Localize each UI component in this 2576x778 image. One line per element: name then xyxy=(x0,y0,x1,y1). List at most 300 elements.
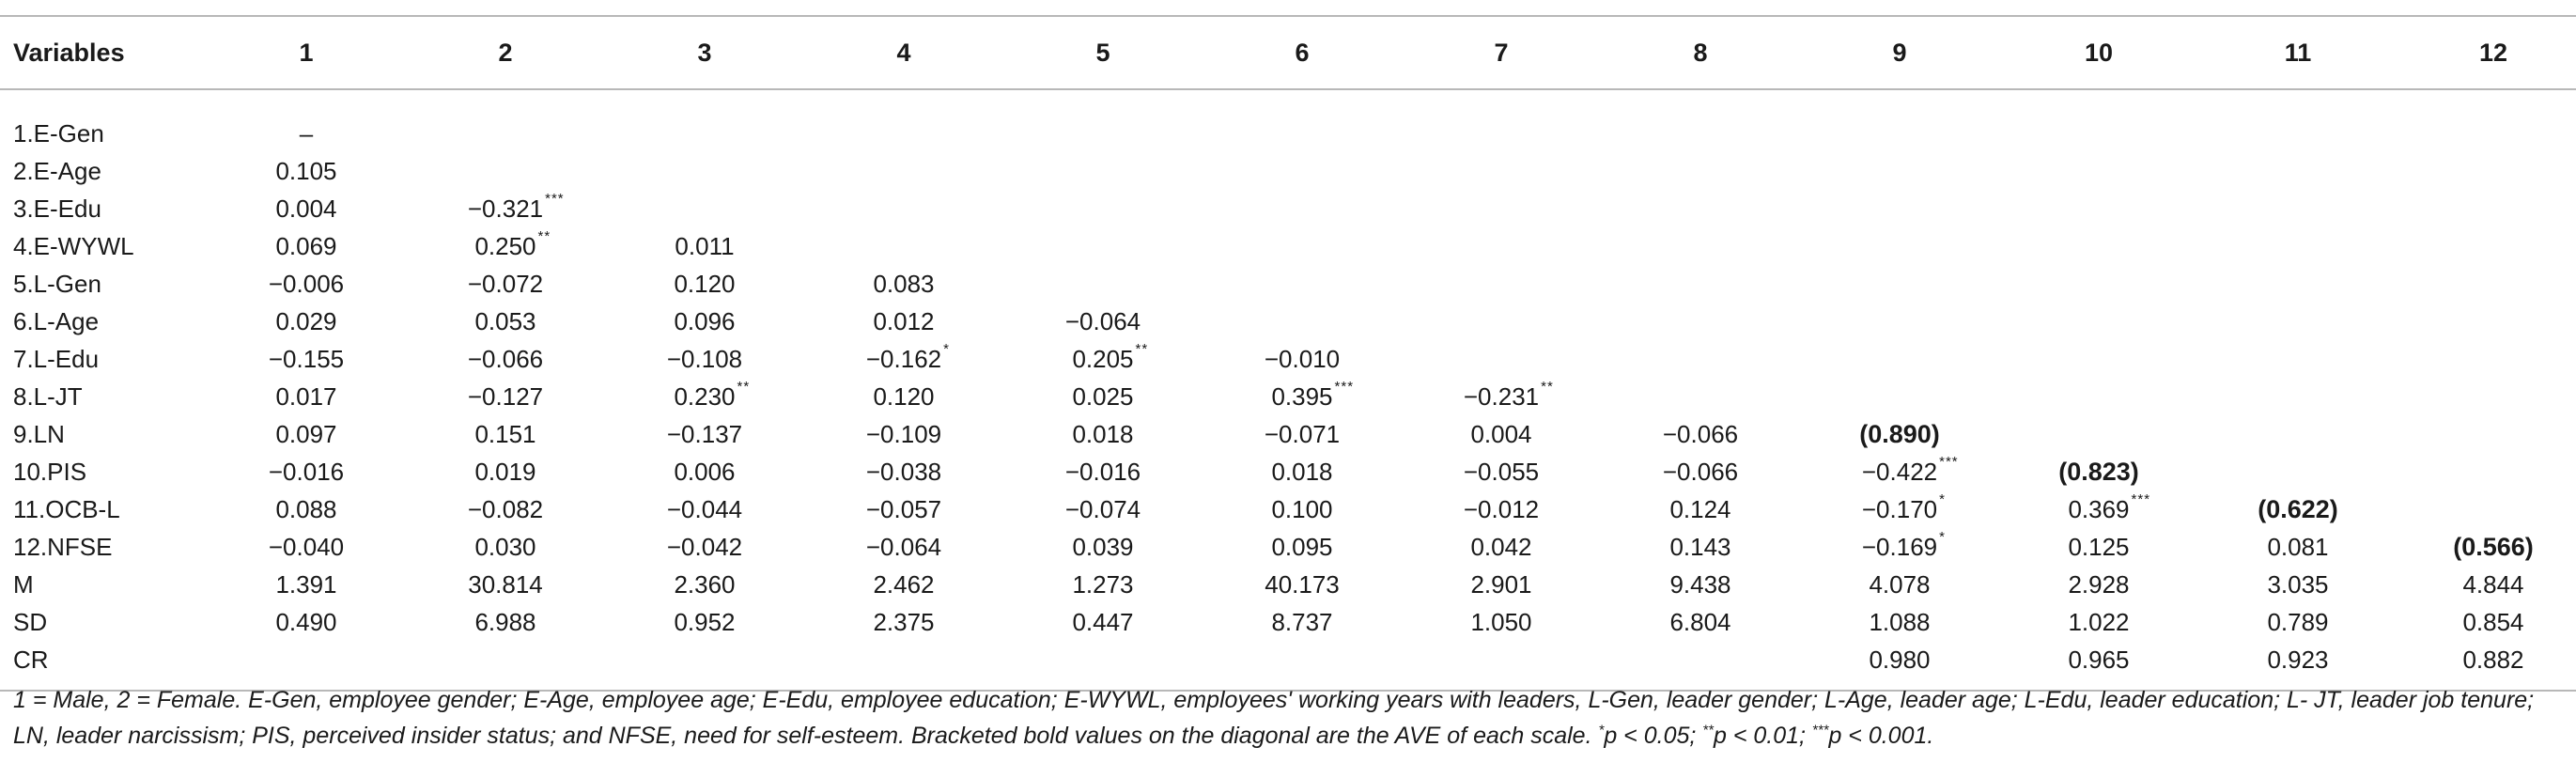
row-variable-name: 8.L-JT xyxy=(13,381,83,411)
row-variable-name: M xyxy=(13,569,34,599)
table-cell xyxy=(197,152,415,190)
table-cell xyxy=(2407,528,2576,566)
table-cell xyxy=(1610,265,1791,303)
table-cell xyxy=(1212,303,1392,340)
cell-number: −0.057 xyxy=(865,494,942,523)
cell-value xyxy=(275,232,336,261)
table-cell xyxy=(2009,378,2189,415)
table-cell xyxy=(2407,89,2576,152)
cell-value xyxy=(269,458,344,487)
table-row xyxy=(0,303,2576,340)
table-cell xyxy=(814,453,994,490)
cell-value xyxy=(674,307,735,336)
table-cell xyxy=(197,490,415,528)
table-cell xyxy=(1610,490,1791,528)
cell-value xyxy=(1065,458,1141,487)
table-cell xyxy=(1610,303,1791,340)
table-cell xyxy=(2189,89,2407,152)
cell-number: 0.490 xyxy=(275,607,337,636)
header-col-11: 11 xyxy=(2284,38,2312,67)
cell-number: 0.105 xyxy=(275,156,337,185)
cell-value xyxy=(1861,453,1959,487)
cell-number: 0.018 xyxy=(1072,419,1134,448)
cell-value xyxy=(474,608,535,637)
ave-value xyxy=(1859,420,1940,449)
table-cell xyxy=(2407,453,2576,490)
table-cell xyxy=(2407,340,2576,378)
cell-number: 1.022 xyxy=(2068,607,2130,636)
table-cell xyxy=(1610,603,1791,641)
row-variable-name: SD xyxy=(13,607,48,636)
table-cell xyxy=(994,303,1212,340)
footnote-sig1-text: p < 0.05; xyxy=(1604,723,1697,749)
table-cell xyxy=(1392,340,1610,378)
cell-value xyxy=(1065,495,1141,524)
table-cell xyxy=(1392,528,1610,566)
cell-number: 2.901 xyxy=(1470,569,1532,599)
cell-value xyxy=(1072,608,1133,637)
cell-number: −0.044 xyxy=(666,494,743,523)
significance-marker: * xyxy=(1939,528,1946,545)
cell-number: −0.042 xyxy=(666,532,743,561)
table-row xyxy=(0,265,2576,303)
table-cell xyxy=(1791,227,2009,265)
cell-number: 1.050 xyxy=(1470,607,1532,636)
cell-number: 0.882 xyxy=(2462,645,2524,674)
table-cell xyxy=(415,603,596,641)
table-cell xyxy=(596,303,814,340)
cell-number: 0.039 xyxy=(1072,532,1134,561)
cell-number: −0.321 xyxy=(467,194,544,223)
cell-value xyxy=(866,533,941,562)
table-cell xyxy=(2009,190,2189,227)
table-cell xyxy=(2407,227,2576,265)
header-col-12: 12 xyxy=(2478,38,2508,67)
cell-number: −0.016 xyxy=(268,457,345,486)
cell-number: 6.804 xyxy=(1669,607,1731,636)
cell-number: −0.066 xyxy=(467,344,544,373)
cell-value xyxy=(2267,533,2328,562)
table-cell xyxy=(1392,152,1610,190)
table-cell xyxy=(2189,415,2407,453)
cell-value xyxy=(866,420,941,449)
table-cell xyxy=(814,89,994,152)
cell-number: 0.097 xyxy=(275,419,337,448)
cell-number: −0.012 xyxy=(1463,494,1540,523)
table-cell xyxy=(994,603,1212,641)
cell-number: 0.447 xyxy=(1072,607,1134,636)
cell-value xyxy=(275,194,336,224)
table-cell xyxy=(596,378,814,415)
table-cell xyxy=(2189,378,2407,415)
cell-value xyxy=(275,382,336,412)
table-cell xyxy=(2189,190,2407,227)
cell-value xyxy=(1271,533,1332,562)
table-cell xyxy=(2009,603,2189,641)
table-cell xyxy=(814,340,994,378)
table-cell xyxy=(2407,490,2576,528)
row-variable-name: 3.E-Edu xyxy=(13,194,101,223)
cell-value xyxy=(1271,378,1355,412)
cell-number: −0.010 xyxy=(1264,344,1341,373)
cell-number: 0.004 xyxy=(275,194,337,223)
table-cell xyxy=(994,340,1212,378)
table-row xyxy=(0,603,2576,641)
cell-number: −0.016 xyxy=(1064,457,1141,486)
significance-marker: *** xyxy=(2131,490,2151,507)
cell-number: 0.125 xyxy=(2068,532,2130,561)
cell-number: −0.082 xyxy=(467,494,544,523)
cell-value xyxy=(1869,570,1930,599)
cell-value xyxy=(2068,533,2129,562)
cell-number: 0.018 xyxy=(1271,457,1333,486)
table-cell xyxy=(596,528,814,566)
cell-number: 2.462 xyxy=(873,569,935,599)
cell-value xyxy=(1265,570,1340,599)
cell-value xyxy=(275,307,336,336)
cell-value xyxy=(474,458,535,487)
table-cell xyxy=(1212,227,1392,265)
row-variable-name: 2.E-Age xyxy=(13,156,101,185)
table-header-row xyxy=(0,16,2576,89)
cell-value xyxy=(1464,458,1539,487)
table-cell xyxy=(415,490,596,528)
table-cell xyxy=(2407,190,2576,227)
table-cell xyxy=(814,490,994,528)
significance-marker: * xyxy=(943,340,950,357)
cell-value xyxy=(1669,533,1730,562)
cell-number: 4.078 xyxy=(1869,569,1931,599)
table-cell xyxy=(197,265,415,303)
cell-value xyxy=(675,232,734,261)
table-cell xyxy=(1791,453,2009,490)
cell-number: −0.169 xyxy=(1861,532,1938,561)
table-cell xyxy=(2009,303,2189,340)
cell-value xyxy=(1669,608,1730,637)
table-cell xyxy=(2189,453,2407,490)
footnote-sig1-mark: * xyxy=(1598,722,1605,739)
table-cell xyxy=(2009,265,2189,303)
table-footnote xyxy=(13,682,2550,754)
table-cell xyxy=(994,566,1212,603)
table-cell xyxy=(994,227,1212,265)
cell-value xyxy=(275,608,336,637)
cell-number: (0.566) xyxy=(2453,532,2534,561)
cell-value xyxy=(2267,646,2328,675)
table-cell xyxy=(1610,152,1791,190)
row-variable-name: 4.E-WYWL xyxy=(13,231,134,260)
cell-number: 0.143 xyxy=(1669,532,1731,561)
table-cell xyxy=(415,340,596,378)
cell-value xyxy=(674,270,735,299)
cell-value xyxy=(674,570,735,599)
cell-number: 0.120 xyxy=(873,381,935,411)
table-cell xyxy=(596,152,814,190)
table-cell xyxy=(1791,340,2009,378)
table-cell xyxy=(1212,603,1392,641)
cell-value xyxy=(2267,608,2328,637)
table-cell xyxy=(197,415,415,453)
table-cell xyxy=(197,528,415,566)
table-cell xyxy=(2009,227,2189,265)
cell-number: (0.622) xyxy=(2258,494,2338,523)
significance-marker: *** xyxy=(1939,453,1959,470)
cell-value xyxy=(1470,570,1531,599)
table-cell xyxy=(1212,415,1392,453)
table-cell xyxy=(1392,190,1610,227)
table-cell xyxy=(1610,89,1791,152)
table-cell xyxy=(2189,340,2407,378)
cell-number: −0.109 xyxy=(865,419,942,448)
table-cell xyxy=(814,603,994,641)
cell-value xyxy=(2068,490,2151,524)
table-cell xyxy=(1791,378,2009,415)
cell-value xyxy=(468,382,543,412)
header-col-7: 7 xyxy=(1494,38,1509,67)
table-cell xyxy=(596,227,814,265)
table-cell xyxy=(1212,89,1392,152)
cell-number: 1.273 xyxy=(1072,569,1134,599)
cell-value xyxy=(674,378,751,412)
table-cell xyxy=(1392,265,1610,303)
table-row xyxy=(0,415,2576,453)
cell-number: 6.988 xyxy=(474,607,536,636)
table-cell xyxy=(1610,227,1791,265)
cell-value xyxy=(1072,533,1133,562)
cell-number: 0.151 xyxy=(474,419,536,448)
correlation-table xyxy=(0,15,2576,692)
table-cell xyxy=(197,603,415,641)
table-cell xyxy=(1212,190,1392,227)
table-body xyxy=(0,89,2576,691)
header-col-6: 6 xyxy=(1295,38,1310,67)
table-cell xyxy=(197,190,415,227)
table-cell xyxy=(2009,152,2189,190)
table-cell xyxy=(1791,190,2009,227)
ave-value xyxy=(2453,533,2534,562)
significance-marker: ** xyxy=(1135,340,1149,357)
cell-value xyxy=(2462,608,2523,637)
cell-number: 0.042 xyxy=(1470,532,1532,561)
header-variables: Variables xyxy=(13,38,125,67)
table-cell xyxy=(2407,265,2576,303)
cell-value xyxy=(667,495,742,524)
cell-value xyxy=(1065,307,1141,336)
footnote-sig2-text: p < 0.01; xyxy=(1713,723,1806,749)
cell-value xyxy=(667,533,742,562)
cell-number: 0.096 xyxy=(674,306,736,335)
cell-value xyxy=(674,608,735,637)
cell-number: 1.088 xyxy=(1869,607,1931,636)
table-cell xyxy=(1392,303,1610,340)
cell-number: 0.053 xyxy=(474,306,536,335)
table-cell xyxy=(197,453,415,490)
cell-number: −0.108 xyxy=(666,344,743,373)
table-cell xyxy=(596,490,814,528)
row-variable-name: 9.LN xyxy=(13,419,65,448)
cell-value xyxy=(269,345,344,374)
header-col-3: 3 xyxy=(697,38,712,67)
cell-number: 0.095 xyxy=(1271,532,1333,561)
cell-value xyxy=(275,157,336,186)
table-cell xyxy=(1212,453,1392,490)
cell-value xyxy=(1470,420,1531,449)
cell-value xyxy=(467,190,565,224)
table-cell xyxy=(994,378,1212,415)
table-cell xyxy=(415,227,596,265)
table-row xyxy=(0,89,2576,152)
table-cell xyxy=(814,566,994,603)
cell-number: 2.360 xyxy=(674,569,736,599)
cell-value xyxy=(474,307,535,336)
table-cell xyxy=(1610,453,1791,490)
cell-number: 30.814 xyxy=(468,569,543,599)
table-cell xyxy=(2009,490,2189,528)
table-cell xyxy=(1392,415,1610,453)
cell-value xyxy=(1271,495,1332,524)
table-cell xyxy=(1212,528,1392,566)
significance-marker: *** xyxy=(1334,378,1355,395)
cell-value xyxy=(1663,458,1738,487)
table-cell xyxy=(1791,566,2009,603)
table-row xyxy=(0,340,2576,378)
cell-value xyxy=(2068,646,2129,675)
table-cell xyxy=(1791,152,2009,190)
row-variable-name: 11.OCB-L xyxy=(13,494,120,523)
table-cell xyxy=(1392,227,1610,265)
table-cell xyxy=(197,227,415,265)
row-variable-name: 1.E-Gen xyxy=(13,118,104,148)
cell-value xyxy=(1869,646,1930,675)
cell-number: (0.823) xyxy=(2058,457,2139,486)
table-cell xyxy=(1212,566,1392,603)
header-col-5: 5 xyxy=(1095,38,1110,67)
cell-value xyxy=(474,533,535,562)
table-cell xyxy=(1610,378,1791,415)
table-cell xyxy=(814,190,994,227)
cell-number: 0.980 xyxy=(1869,645,1931,674)
cell-value xyxy=(1072,340,1149,374)
table-cell xyxy=(2009,340,2189,378)
row-variable-name: 7.L-Edu xyxy=(13,344,100,373)
table-cell xyxy=(1212,490,1392,528)
cell-number: 0.789 xyxy=(2267,607,2329,636)
table-cell xyxy=(415,453,596,490)
table-cell xyxy=(596,453,814,490)
cell-value xyxy=(1271,458,1332,487)
table-cell xyxy=(415,378,596,415)
cell-number: −0.066 xyxy=(1662,457,1739,486)
table-cell xyxy=(415,303,596,340)
table-cell xyxy=(1212,340,1392,378)
cell-value xyxy=(468,570,543,599)
table-cell xyxy=(1392,453,1610,490)
table-cell xyxy=(596,340,814,378)
table-cell xyxy=(814,528,994,566)
cell-number: 0.006 xyxy=(674,457,736,486)
table-row xyxy=(0,566,2576,603)
table-cell xyxy=(2189,566,2407,603)
significance-marker: *** xyxy=(545,190,565,207)
cell-number: 2.928 xyxy=(2068,569,2130,599)
cell-value xyxy=(1663,420,1738,449)
significance-marker: ** xyxy=(537,227,551,244)
cell-value xyxy=(873,270,934,299)
table-cell xyxy=(197,340,415,378)
cell-number: −0.064 xyxy=(865,532,942,561)
table-cell xyxy=(415,89,596,152)
table-cell xyxy=(1392,603,1610,641)
cell-number: −0.074 xyxy=(1064,494,1141,523)
table-cell xyxy=(994,265,1212,303)
table-row xyxy=(0,152,2576,190)
cell-value xyxy=(2462,646,2523,675)
cell-number: 0.120 xyxy=(674,269,736,298)
cell-value xyxy=(2462,570,2523,599)
cell-value xyxy=(269,533,344,562)
table-cell xyxy=(2009,415,2189,453)
cell-value xyxy=(873,382,934,412)
table-cell xyxy=(1212,265,1392,303)
table-cell xyxy=(596,89,814,152)
cell-value xyxy=(275,420,336,449)
footnote-sig3-mark: *** xyxy=(1811,722,1829,739)
table-cell xyxy=(596,603,814,641)
cell-number: 2.375 xyxy=(873,607,935,636)
cell-number: 0.004 xyxy=(1470,419,1532,448)
cell-value xyxy=(1072,570,1133,599)
cell-number: −0.422 xyxy=(1861,457,1938,486)
table-cell xyxy=(197,378,415,415)
cell-value xyxy=(468,270,543,299)
cell-number: −0.231 xyxy=(1463,381,1540,411)
table-cell xyxy=(2009,528,2189,566)
table-cell xyxy=(1392,378,1610,415)
table-cell xyxy=(814,378,994,415)
table-cell xyxy=(596,415,814,453)
table-cell xyxy=(814,303,994,340)
cell-number: 1.391 xyxy=(275,569,337,599)
table-cell xyxy=(1610,528,1791,566)
table-cell xyxy=(1610,415,1791,453)
table-cell xyxy=(2189,603,2407,641)
cell-number: −0.040 xyxy=(268,532,345,561)
cell-number: 0.100 xyxy=(1271,494,1333,523)
table-cell xyxy=(994,415,1212,453)
cell-value xyxy=(865,340,950,374)
cell-value xyxy=(1861,490,1946,524)
cell-number: 0.124 xyxy=(1669,494,1731,523)
cell-number: −0.038 xyxy=(865,457,942,486)
table-cell xyxy=(2407,415,2576,453)
cell-value xyxy=(300,119,313,148)
cell-value xyxy=(873,570,934,599)
significance-marker: ** xyxy=(1541,378,1554,395)
cell-number: 0.081 xyxy=(2267,532,2329,561)
table-cell xyxy=(2189,265,2407,303)
table-cell xyxy=(2189,528,2407,566)
cell-value xyxy=(1470,533,1531,562)
cell-value xyxy=(674,458,735,487)
table-cell xyxy=(814,152,994,190)
cell-number: 0.205 xyxy=(1072,344,1134,373)
cell-value xyxy=(873,608,934,637)
header-col-1: 1 xyxy=(299,38,314,67)
table-cell xyxy=(1392,490,1610,528)
table-cell xyxy=(1610,566,1791,603)
cell-number: −0.137 xyxy=(666,419,743,448)
cell-value xyxy=(873,307,934,336)
